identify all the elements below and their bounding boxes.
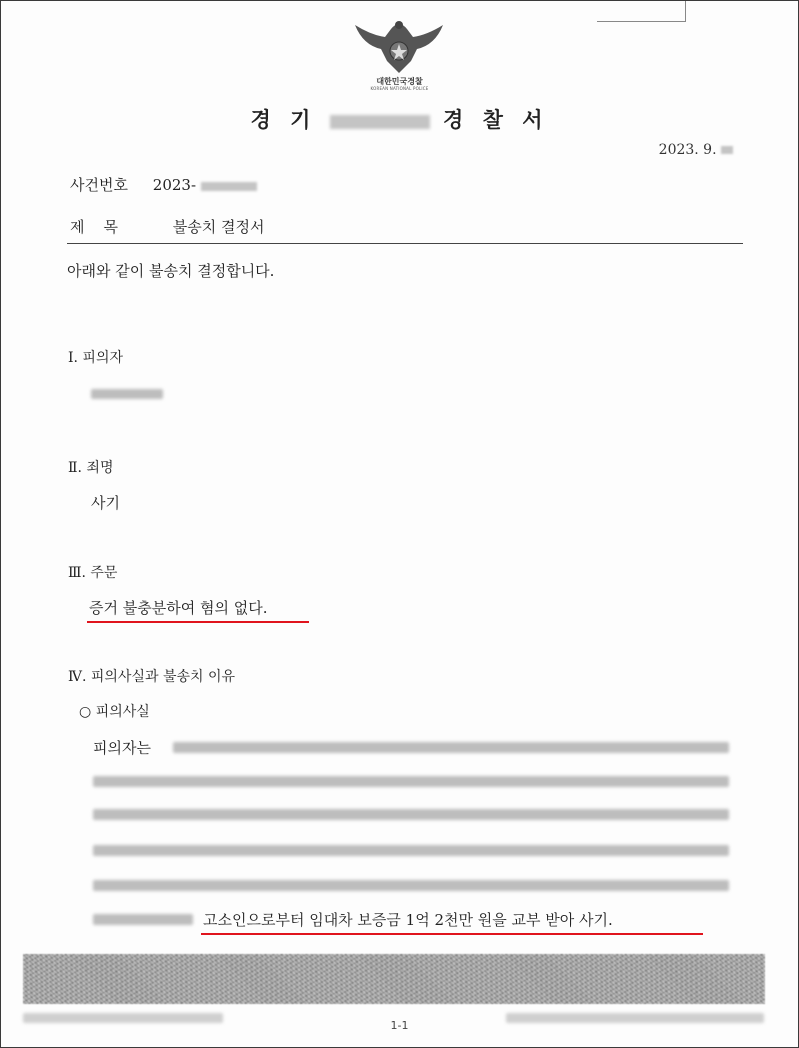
charge-text: 사기 [91, 494, 120, 512]
redacted-fact-line [93, 880, 729, 891]
facts-subheading: ○ 피의사실 [79, 704, 150, 720]
title-prefix: 경 기 [250, 107, 317, 132]
redacted-case-number [201, 182, 257, 191]
section-charge-heading: Ⅱ. 죄명 [68, 460, 114, 476]
title-suffix: 경 찰 서 [443, 107, 549, 132]
facts-underline [201, 933, 703, 935]
subject-value: 불송치 결정서 [172, 218, 265, 236]
case-number-row [70, 174, 257, 195]
police-emblem-icon [351, 15, 447, 79]
section-suspect-heading: Ⅰ. 피의자 [68, 350, 124, 366]
org-name: 대한민국경찰 [376, 77, 423, 86]
section-facts-heading: Ⅳ. 피의사실과 불송치 이유 [68, 669, 236, 685]
redacted-station-name [330, 115, 430, 129]
intro-text: 아래와 같이 불송치 결정합니다. [67, 262, 275, 280]
subject-row [70, 216, 265, 237]
corner-mark [597, 1, 686, 22]
order-text: 증거 불충분하여 혐의 없다. [89, 599, 268, 617]
case-number-label: 사건번호 [70, 176, 128, 194]
redacted-fact-line [173, 742, 729, 753]
redacted-day [721, 146, 733, 154]
document-title [1, 104, 798, 134]
subject-label: 제 목 [70, 218, 119, 236]
header-divider [67, 243, 743, 244]
facts-body-end: 고소인으로부터 임대차 보증금 1억 2천만 원을 교부 받아 사기. [203, 911, 613, 929]
date-text: 2023. 9. [658, 142, 717, 158]
case-number-value: 2023- [152, 176, 197, 194]
facts-body-start: 피의자는 [93, 739, 151, 757]
redacted-fact-line [93, 809, 729, 820]
redacted-fact-line [93, 845, 729, 856]
order-underline [87, 621, 309, 623]
page-number: 1-1 [390, 1019, 409, 1032]
document-date [659, 142, 733, 158]
redacted-fact-line [93, 914, 193, 925]
section-order-heading: Ⅲ. 주문 [68, 565, 118, 581]
redacted-footer-band [23, 954, 765, 1004]
redacted-fact-line [93, 776, 729, 787]
redacted-suspect-name [91, 389, 163, 399]
org-name-en: KOREAN NATIONAL POLICE [370, 86, 429, 91]
